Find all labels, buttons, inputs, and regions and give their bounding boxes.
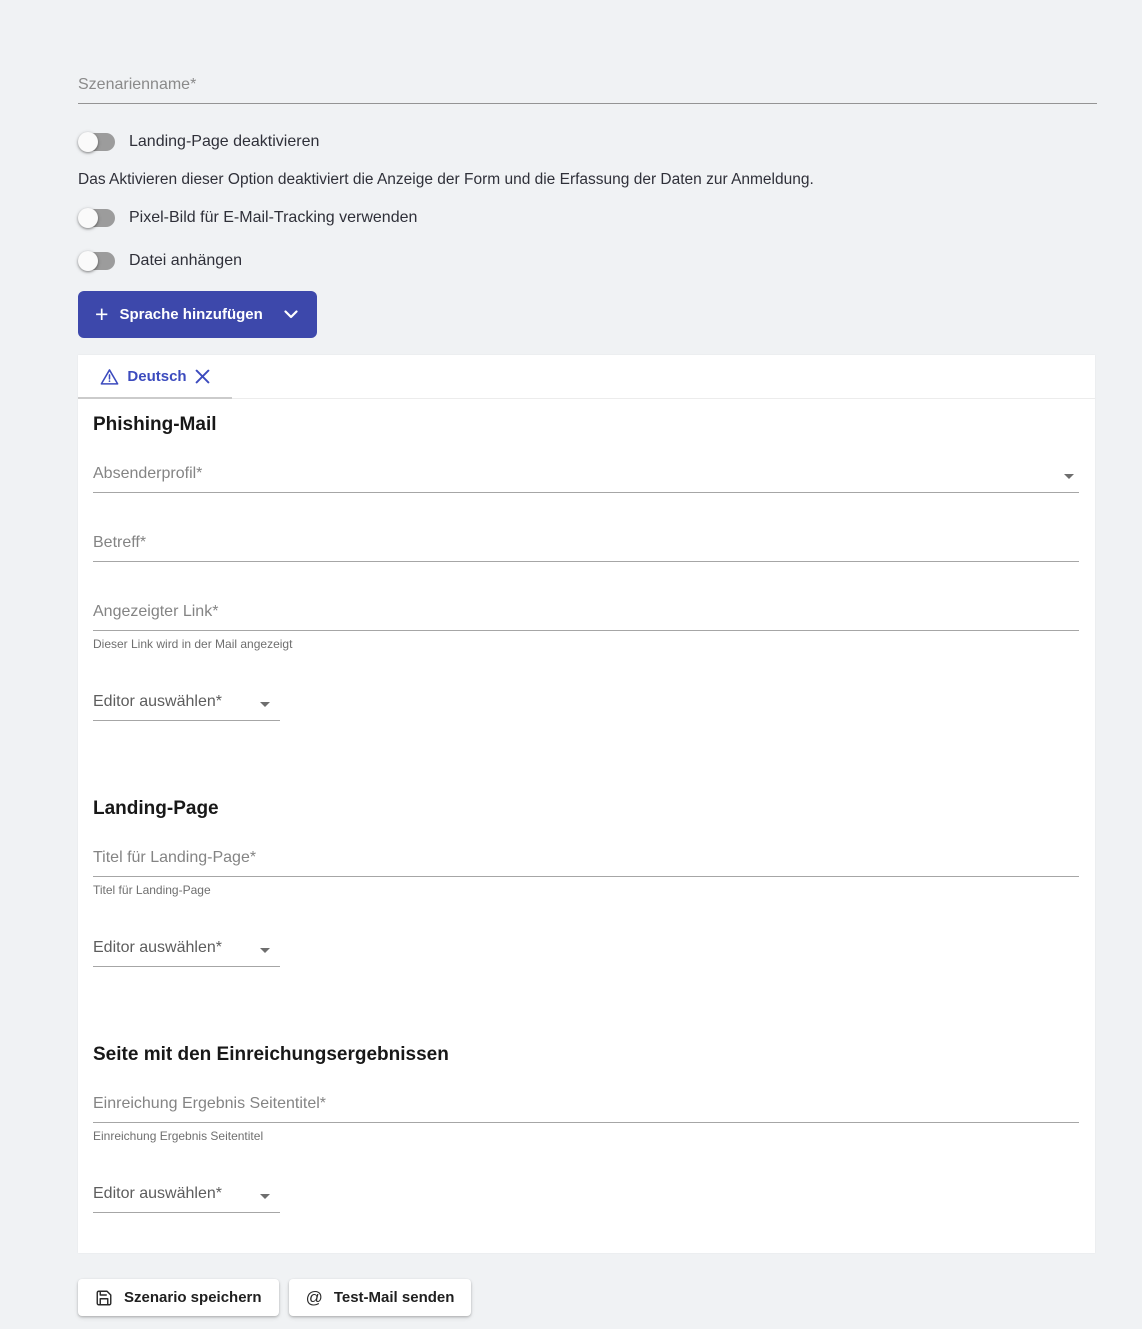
landing-page-title-field[interactable] — [93, 848, 1079, 877]
subject-field-label: Betreff* — [93, 534, 147, 551]
submission-result-title-hint: Einreichung Ergebnis Seitentitel — [93, 1129, 264, 1143]
submission-result-editor-select[interactable] — [93, 1184, 280, 1213]
landing-page-title-field-label: Titel für Landing-Page* — [93, 849, 257, 866]
send-test-mail-button[interactable] — [289, 1279, 472, 1316]
tab-deutsch[interactable] — [78, 355, 232, 399]
tab-deutsch-label: Deutsch — [127, 367, 187, 385]
toggle-thumb — [78, 132, 98, 152]
section-title-submission-results: Seite mit den Einreichungsergebnissen — [93, 1044, 449, 1065]
save-scenario-button[interactable] — [78, 1279, 279, 1316]
sender-profile-select-label: Absenderprofil* — [93, 465, 203, 482]
attach-file-toggle-row — [78, 248, 1097, 274]
section-title-landing-page: Landing-Page — [93, 798, 219, 819]
pixel-tracking-toggle-label: Pixel-Bild für E-Mail-Tracking verwenden — [129, 209, 418, 226]
landing-page-title-hint: Titel für Landing-Page — [93, 883, 211, 897]
landing-page-toggle-note: Das Aktivieren dieser Option deaktiviert die Anzeige der Form und die Erfassung der Daten zur Anmeldung. — [78, 171, 814, 188]
language-card-body — [78, 399, 1095, 1253]
close-icon[interactable] — [195, 369, 210, 384]
subject-field[interactable] — [93, 533, 1079, 562]
add-language-button-label: Sprache hinzufügen — [119, 306, 263, 323]
submission-result-title-field[interactable] — [93, 1094, 1079, 1123]
displayed-link-hint: Dieser Link wird in der Mail angezeigt — [93, 637, 293, 651]
attach-file-toggle[interactable] — [78, 251, 116, 271]
dropdown-arrow-icon — [260, 702, 270, 707]
dropdown-arrow-icon — [1064, 474, 1074, 479]
sender-profile-select[interactable] — [93, 464, 1079, 493]
submission-result-title-field-label: Einreichung Ergebnis Seitentitel* — [93, 1095, 327, 1112]
save-scenario-button-label: Szenario speichern — [124, 1289, 262, 1306]
chevron-down-icon — [284, 310, 298, 319]
scenario-name-field — [78, 75, 1097, 104]
warning-triangle-icon — [100, 368, 119, 385]
mail-editor-select[interactable] — [93, 692, 280, 721]
language-card — [78, 355, 1095, 1253]
landing-page-disable-toggle-row — [78, 129, 1097, 155]
pixel-tracking-toggle-row — [78, 205, 1097, 231]
add-language-button[interactable] — [78, 291, 317, 338]
floppy-disk-icon — [95, 1289, 113, 1307]
landing-page-editor-select-label: Editor auswählen* — [93, 939, 222, 956]
landing-page-disable-toggle[interactable] — [78, 132, 116, 152]
landing-page-disable-toggle-label: Landing-Page deaktivieren — [129, 133, 320, 150]
language-tab-bar — [78, 355, 1095, 399]
attach-file-toggle-label: Datei anhängen — [129, 252, 242, 269]
plus-icon: + — [95, 301, 109, 327]
dropdown-arrow-icon — [260, 1194, 270, 1199]
displayed-link-field-label: Angezeigter Link* — [93, 603, 219, 620]
send-test-mail-button-label: Test-Mail senden — [333, 1289, 455, 1306]
displayed-link-field[interactable] — [93, 602, 1079, 631]
submission-result-editor-select-label: Editor auswählen* — [93, 1185, 222, 1202]
scenario-name-input[interactable] — [78, 75, 1097, 104]
pixel-tracking-toggle[interactable] — [78, 208, 116, 228]
at-sign-icon: @ — [305, 1287, 323, 1307]
section-title-phishing-mail: Phishing-Mail — [93, 414, 217, 435]
footer-actions — [78, 1279, 1097, 1316]
landing-page-editor-select[interactable] — [93, 938, 280, 967]
toggle-thumb — [78, 251, 98, 271]
toggle-thumb — [78, 208, 98, 228]
dropdown-arrow-icon — [260, 948, 270, 953]
mail-editor-select-label: Editor auswählen* — [93, 693, 222, 710]
